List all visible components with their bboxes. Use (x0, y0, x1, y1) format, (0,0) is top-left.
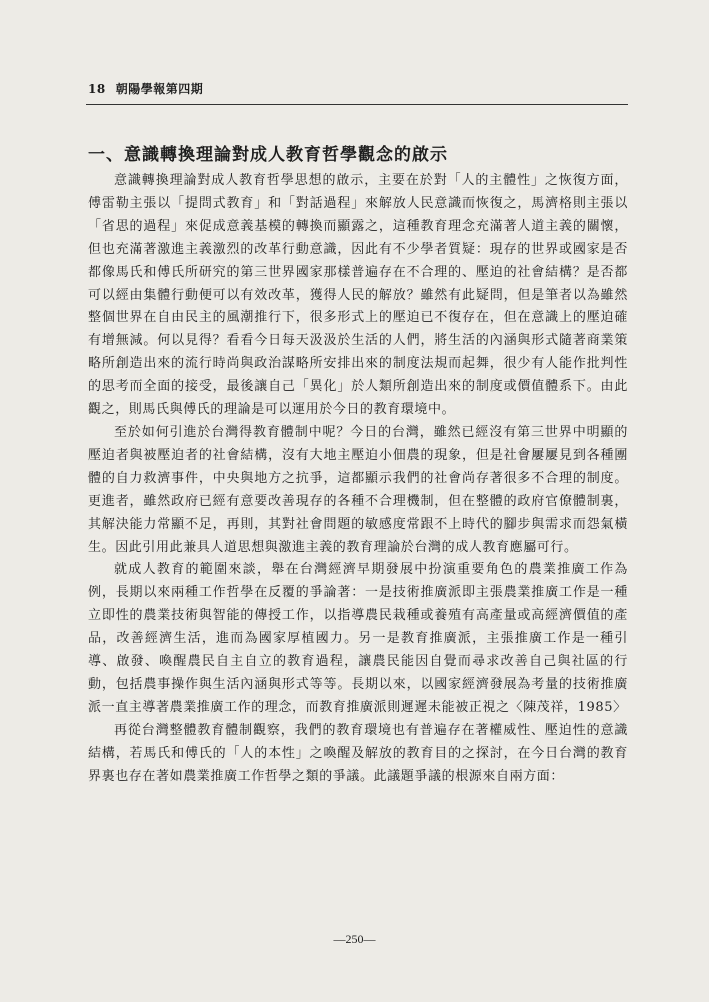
running-header (88, 80, 628, 97)
header-rule (86, 104, 628, 105)
header-page-number: 18 (88, 82, 106, 96)
paragraph: 意識轉換理論對成人教育哲學思想的啟示，主要在於對「人的主體性」之恢復方面，傅雷勒主張以「提問式教育」和「對話過程」來解放人民意識而恢復之，馬濟格則主張以「省思的過程」來促成意義基模的轉換而顯露之，這種教育理念充滿著人道主義的關懷，但也充滿著激進主義激烈的改革行動意識，因此有不少學者質疑：現存的世界或國家是否都像馬氏和傅氏所研究的第三世界國家那樣普遍存在不合理的、壓迫的社會結構？是否都可以經由集體行動便可以有效改革，獲得人民的解放？雖然有此疑問，但是筆者以為雖然整個世界在自由民主的風潮推行下，很多形式上的壓迫已不復存在，但在意識上的壓迫確有增無減。何以見得？看看今日每天汲汲於生活的人們，將生活的內涵與形式隨著商業策略所創造出來的流行時尚與政治謀略所安排出來的制度法規而起舞，很少有人能作批判性的思考而全面的接受，最後讓自己「異化」於人類所創造出來的制度或價值體系下。由此觀之，則馬氏與傅氏的理論是可以運用於今日的教育環境中。 (88, 173, 628, 418)
body-text (88, 170, 628, 788)
journal-name: 朝陽學報第四期 (115, 82, 204, 96)
section-title: 一、意識轉換理論對成人教育哲學觀念的啟示 (88, 145, 448, 165)
paragraph: 至於如何引進於台灣得教育體制中呢？今日的台灣，雖然已經沒有第三世界中明顯的壓迫者與被壓迫者的社會結構，沒有大地主壓迫小佃農的現象，但是社會屢屢見到各種團體的自力救濟事件，中央與地方之抗爭，這都顯示我們的社會尚存著很多不合理的制度。更進者，雖然政府已經有意要改善現存的各種不合理機制，但在整體的政府官僚體制裏，其解決能力常顯不足，再則，其對社會問題的敏感度常跟不上時代的腳步與需求而怨氣橫生。因此引用此兼具人道思想與激進主義的教育理論於台灣的成人教育應屬可行。 (88, 424, 628, 555)
paragraph: 就成人教育的範圍來談，舉在台灣經濟早期發展中扮演重要角色的農業推廣工作為例，長期以來兩種工作哲學在反覆的爭論著：一是技術推廣派即主張農業推廣工作是一種立即性的農業技術與智能的傳授工作，以指導農民栽種或養殖有高產量或高經濟價值的產品，改善經濟生活，進而為國家厚植國力。另一是教育推廣派，主張推廣工作是一種引導、啟發、喚醒農民自主自立的教育過程，讓農民能因自覺而尋求改善自己與社區的行動，包括農事操作與生活內涵與形式等等。長期以來，以國家經濟發展為考量的技術推廣派一直主導著農業推廣工作的理念，而教育推廣派則遲遲未能被正視之〈陳茂祥，1985〉 (88, 562, 628, 715)
page-number: —250— (333, 932, 376, 946)
paragraph: 再從台灣整體教育體制觀察，我們的教育環境也有普遍存在著權威性、壓迫性的意識結構，若馬氏和傅氏的「人的本性」之喚醒及解放的教育目的之探討，在今日台灣的教育界裏也存在著如農業推廣工作哲學之類的爭議。此議題爭議的根源來自兩方面： (88, 722, 628, 784)
